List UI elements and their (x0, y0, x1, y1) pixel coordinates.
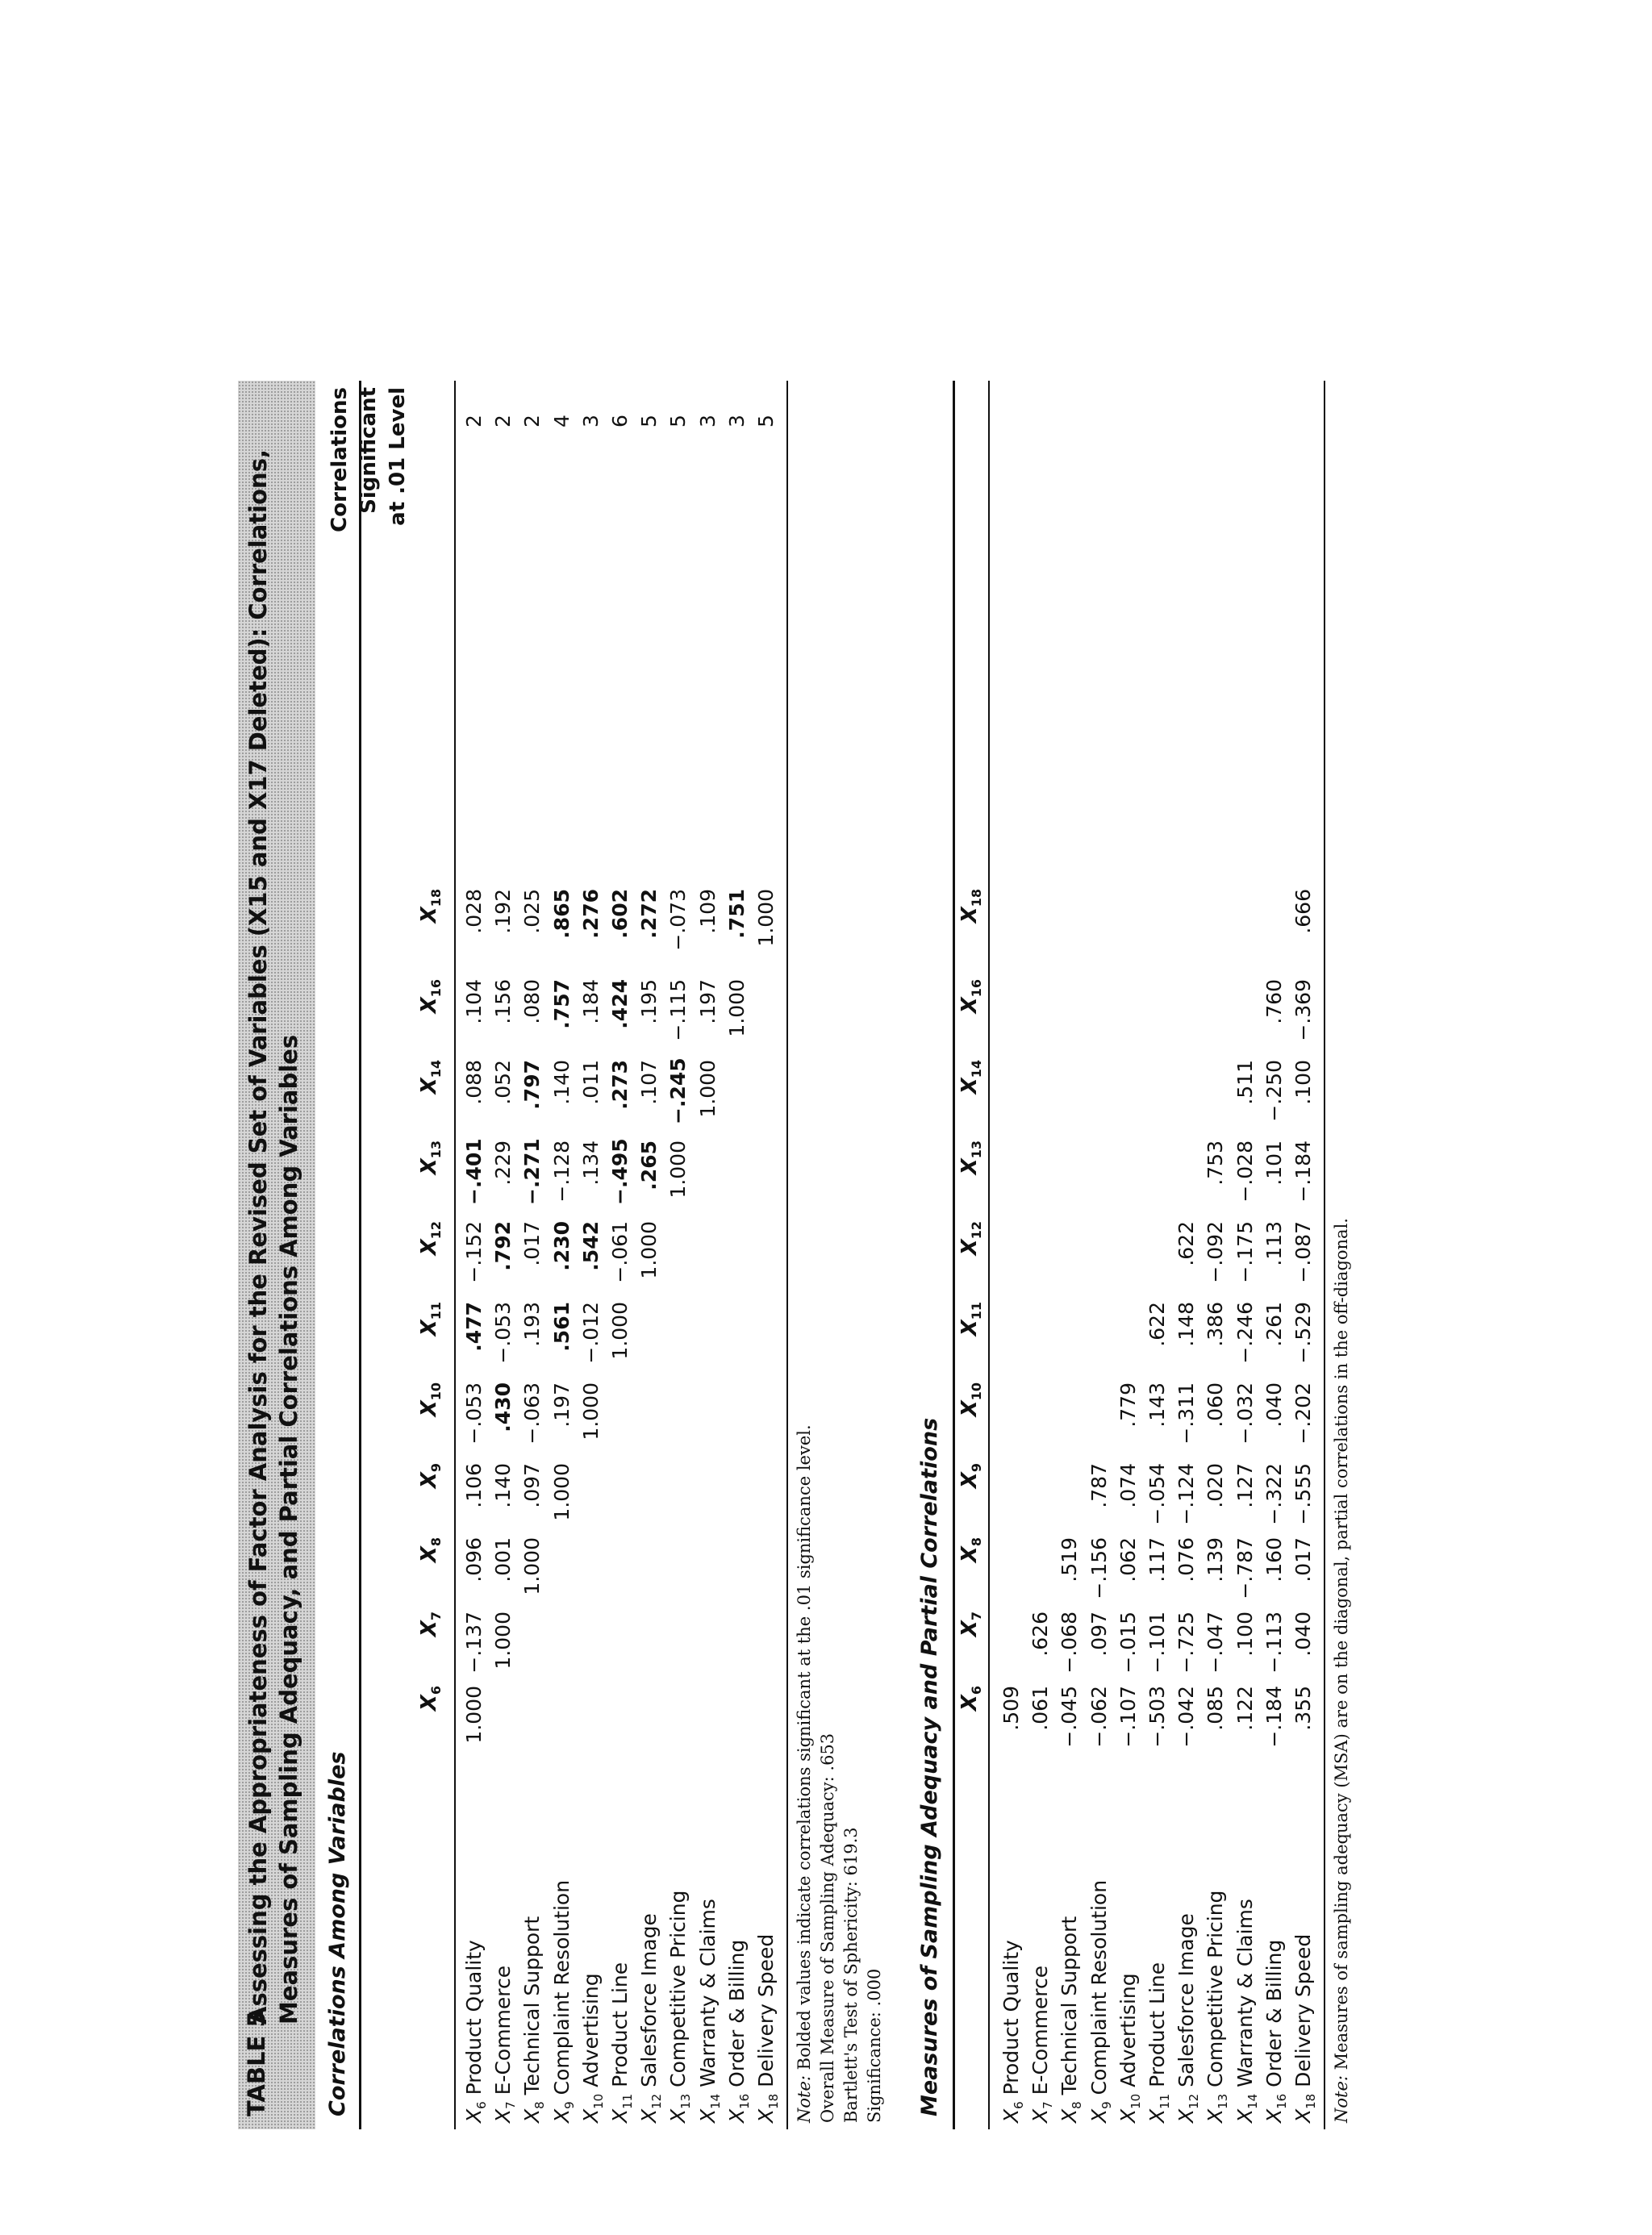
corr-row-label: $X_{10}$ Advertising (578, 1973, 606, 2123)
corr-header-x10: $X_{10}$ (417, 1382, 444, 1417)
corr-header-x12: $X_{12}$ (417, 1221, 444, 1256)
corr-cell-x10: −.053 (462, 1382, 486, 1445)
msa-cell-x9: −.054 (1145, 1463, 1169, 1525)
corr-row-label: $X_8$ Technical Support (520, 1916, 548, 2123)
msa-cell-x7: −.015 (1116, 1612, 1140, 1674)
correlations-note (793, 1424, 886, 2123)
msa-cell-x6: .355 (1291, 1686, 1315, 1731)
corr-cell-x13: −.495 (608, 1138, 632, 1205)
msa-cell-x16: .760 (1262, 979, 1286, 1024)
correlations-heading: Correlations Among Variables (325, 1751, 350, 2116)
note-bolded-text: Bolded values indicate correlations significant at the .01 significance level. (795, 1424, 814, 2070)
msa-cell-x16: −.369 (1291, 979, 1315, 1041)
msa-header-x7: $X_7$ (957, 1612, 985, 1637)
corr-significant-count: 3 (578, 415, 603, 427)
msa-header-x16: $X_{16}$ (957, 979, 985, 1014)
msa-cell-x11: .386 (1204, 1302, 1228, 1347)
msa-cell-x6: .509 (999, 1686, 1023, 1731)
msa-cell-x9: −.322 (1262, 1463, 1286, 1525)
corr-cell-x16: .195 (637, 979, 661, 1024)
corr-cell-x18: .272 (637, 889, 661, 939)
msa-cell-x9: .127 (1233, 1463, 1257, 1508)
msa-cell-x8: −.787 (1233, 1537, 1257, 1599)
corr-cell-x18: .751 (724, 889, 749, 939)
msa-cell-x6: −.045 (1058, 1686, 1082, 1748)
corr-cell-x12: .542 (578, 1221, 603, 1271)
corr-cell-x9: .097 (520, 1463, 544, 1508)
msa-header-x18: $X_{18}$ (957, 889, 985, 924)
significance-column-header (325, 387, 412, 573)
msa-cell-x11: .622 (1145, 1302, 1169, 1347)
corr-header-x14: $X_{14}$ (417, 1060, 444, 1095)
corr-cell-x16: .156 (491, 979, 515, 1024)
msa-cell-x12: .622 (1174, 1221, 1199, 1266)
corr-cell-x8: 1.000 (520, 1537, 544, 1595)
note-bolded-values: Note: Bolded values indicate correlations significant at the .01 significance level. (795, 1424, 814, 2123)
corr-row-label: $X_{11}$ Product Line (608, 1962, 635, 2123)
corr-header-x7: $X_7$ (417, 1612, 444, 1637)
corr-cell-x18: .865 (549, 889, 574, 939)
msa-cell-x11: −.529 (1291, 1302, 1315, 1364)
corr-cell-x12: .792 (491, 1221, 515, 1271)
msa-row-label: $X_7$ E-Commerce (1028, 1965, 1056, 2123)
corr-significant-count: 5 (637, 415, 661, 427)
msa-cell-x8: −.156 (1087, 1537, 1111, 1599)
corr-cell-x11: 1.000 (608, 1302, 632, 1360)
msa-cell-x14: −.250 (1262, 1060, 1286, 1122)
corr-cell-x18: 1.000 (754, 889, 778, 947)
msa-row-label: $X_{11}$ Product Line (1145, 1962, 1172, 2123)
msa-cell-x7: −.047 (1204, 1612, 1228, 1674)
msa-cell-x8: .017 (1291, 1537, 1315, 1582)
corr-significant-count: 4 (549, 415, 574, 427)
table-label: TABLE 5 (243, 2011, 270, 2116)
rotated-table-page (238, 381, 1367, 2129)
msa-header-x11: $X_{11}$ (957, 1302, 985, 1336)
note-significance: Significance: .000 (865, 1968, 884, 2123)
msa-cell-x9: −.555 (1291, 1463, 1315, 1525)
corr-cell-x14: .052 (491, 1060, 515, 1105)
msa-cell-x6: −.503 (1145, 1686, 1169, 1748)
msa-header-x13: $X_{13}$ (957, 1140, 985, 1175)
corr-cell-x12: .230 (549, 1221, 574, 1271)
msa-cell-x13: −.184 (1291, 1140, 1315, 1203)
corr-cell-x13: −.128 (549, 1140, 574, 1203)
msa-header-rule (988, 381, 990, 2129)
msa-cell-x13: .101 (1262, 1140, 1286, 1186)
msa-header-x12: $X_{12}$ (957, 1221, 985, 1256)
msa-row-label: $X_{12}$ Salesforce Image (1174, 1913, 1202, 2123)
msa-cell-x8: .117 (1145, 1537, 1169, 1582)
msa-cell-x6: .085 (1204, 1686, 1228, 1731)
msa-cell-x8: .160 (1262, 1537, 1286, 1582)
corr-cell-x12: −.152 (462, 1221, 486, 1283)
corr-cell-x8: .001 (491, 1537, 515, 1582)
corr-cell-x14: .140 (549, 1060, 574, 1105)
msa-cell-x10: −.311 (1174, 1382, 1199, 1445)
corr-cell-x14: .797 (520, 1060, 544, 1110)
correlations-top-rule (359, 381, 361, 2129)
corr-cell-x11: .193 (520, 1302, 544, 1347)
corr-cell-x13: −.271 (520, 1138, 544, 1205)
corr-cell-x16: .424 (608, 979, 632, 1029)
corr-header-x11: $X_{11}$ (417, 1302, 444, 1336)
corr-cell-x11: .561 (549, 1302, 574, 1352)
msa-row-label: $X_{14}$ Warranty & Claims (1233, 1899, 1260, 2123)
msa-header-x8: $X_8$ (957, 1537, 985, 1563)
msa-cell-x10: .060 (1204, 1382, 1228, 1428)
msa-cell-x12: −.087 (1291, 1221, 1315, 1283)
title-bar (238, 381, 315, 2129)
corr-cell-x18: .028 (462, 889, 486, 934)
corr-significant-count: 5 (666, 415, 690, 427)
corr-cell-x14: .011 (578, 1060, 603, 1105)
msa-cell-x13: −.028 (1233, 1140, 1257, 1203)
sig-header-line-1: Correlations (327, 387, 352, 532)
corr-cell-x18: .192 (491, 889, 515, 934)
msa-cell-x10: .779 (1116, 1382, 1140, 1428)
corr-cell-x14: .107 (637, 1060, 661, 1105)
corr-row-label: $X_{12}$ Salesforce Image (637, 1913, 665, 2123)
corr-cell-x14: −.245 (666, 1057, 690, 1124)
corr-cell-x12: 1.000 (637, 1221, 661, 1279)
corr-cell-x16: .757 (549, 979, 574, 1029)
corr-header-x6: $X_6$ (417, 1686, 444, 1712)
corr-cell-x18: .109 (695, 889, 720, 934)
sig-header-line-2: Significant (357, 387, 381, 514)
corr-cell-x13: .265 (637, 1140, 661, 1190)
msa-cell-x12: −.175 (1233, 1221, 1257, 1283)
msa-cell-x9: .020 (1204, 1463, 1228, 1508)
msa-row-label: $X_{10}$ Advertising (1116, 1973, 1143, 2123)
corr-header-x13: $X_{13}$ (417, 1140, 444, 1175)
corr-header-x16: $X_{16}$ (417, 979, 444, 1014)
msa-cell-x6: −.184 (1262, 1686, 1286, 1748)
title-line-2: Measures of Sampling Adequacy, and Partial Correlations Among Variables (275, 1034, 302, 2024)
msa-cell-x7: −.113 (1262, 1612, 1286, 1674)
corr-header-x8: $X_8$ (417, 1537, 444, 1563)
msa-cell-x6: .061 (1028, 1686, 1053, 1731)
msa-cell-x8: .139 (1204, 1537, 1228, 1582)
corr-significant-count: 2 (462, 415, 486, 427)
corr-cell-x16: .080 (520, 979, 544, 1024)
corr-row-label: $X_9$ Complaint Resolution (549, 1879, 577, 2123)
corr-cell-x14: .088 (462, 1060, 486, 1105)
msa-row-label: $X_{18}$ Delivery Speed (1291, 1933, 1318, 2123)
corr-cell-x13: −.401 (462, 1138, 486, 1205)
msa-cell-x13: .753 (1204, 1140, 1228, 1186)
corr-significant-count: 2 (520, 415, 544, 427)
corr-cell-x18: .602 (608, 889, 632, 939)
corr-cell-x12: −.061 (608, 1221, 632, 1283)
corr-cell-x10: −.063 (520, 1382, 544, 1445)
corr-cell-x9: .106 (462, 1463, 486, 1508)
corr-cell-x16: 1.000 (724, 979, 749, 1037)
corr-row-label: $X_{18}$ Delivery Speed (754, 1933, 781, 2123)
msa-cell-x14: .100 (1291, 1060, 1315, 1105)
corr-cell-x18: −.073 (666, 889, 690, 951)
corr-row-label: $X_7$ E-Commerce (491, 1965, 519, 2123)
msa-header-x10: $X_{10}$ (957, 1382, 985, 1417)
msa-cell-x7: .626 (1028, 1612, 1053, 1657)
msa-cell-x8: .076 (1174, 1537, 1199, 1582)
msa-bottom-rule (1324, 381, 1325, 2129)
corr-significant-count: 6 (608, 415, 632, 427)
msa-cell-x14: .511 (1233, 1060, 1257, 1105)
msa-cell-x10: .143 (1145, 1382, 1169, 1428)
msa-cell-x7: −.068 (1058, 1612, 1082, 1674)
correlations-header-rule (454, 381, 456, 2129)
corr-cell-x9: .140 (491, 1463, 515, 1508)
correlations-bottom-rule (786, 381, 788, 2129)
corr-row-label: $X_{16}$ Order & Billing (724, 1939, 752, 2123)
corr-header-x9: $X_9$ (417, 1463, 444, 1489)
corr-significant-count: 2 (491, 415, 515, 427)
corr-cell-x9: 1.000 (549, 1463, 574, 1521)
corr-cell-x16: .197 (695, 979, 720, 1024)
msa-cell-x9: .787 (1087, 1463, 1111, 1508)
msa-cell-x7: .100 (1233, 1612, 1257, 1657)
corr-cell-x16: .104 (462, 979, 486, 1024)
msa-note-text: Measures of sampling adequacy (MSA) are on the diagonal, partial correlations in the off-diagonal. (1332, 1218, 1351, 2070)
msa-cell-x11: .261 (1262, 1302, 1286, 1347)
corr-cell-x16: −.115 (666, 979, 690, 1041)
corr-cell-x10: .197 (549, 1382, 574, 1428)
corr-cell-x8: .096 (462, 1537, 486, 1582)
corr-cell-x7: 1.000 (491, 1612, 515, 1670)
title-line-1: Assessing the Appropriateness of Factor Analysis for the Revised Set of Variables (X15 and X17 Deleted): Correlations, (244, 449, 272, 2024)
msa-cell-x6: −.107 (1116, 1686, 1140, 1748)
msa-cell-x7: −.725 (1174, 1612, 1199, 1674)
corr-cell-x11: −.012 (578, 1302, 603, 1364)
msa-row-label: $X_9$ Complaint Resolution (1087, 1879, 1114, 2123)
corr-cell-x13: 1.000 (666, 1140, 690, 1199)
corr-cell-x7: −.137 (462, 1612, 486, 1674)
msa-cell-x18: .666 (1291, 889, 1315, 934)
msa-cell-x11: .148 (1174, 1302, 1199, 1347)
corr-cell-x10: 1.000 (578, 1382, 603, 1441)
msa-cell-x7: −.101 (1145, 1612, 1169, 1674)
corr-row-label: $X_{13}$ Competitive Pricing (666, 1890, 694, 2123)
corr-cell-x14: 1.000 (695, 1060, 720, 1118)
corr-cell-x18: .276 (578, 889, 603, 939)
corr-cell-x6: 1.000 (462, 1686, 486, 1744)
msa-row-label: $X_8$ Technical Support (1058, 1916, 1085, 2123)
corr-cell-x18: .025 (520, 889, 544, 934)
msa-cell-x9: .074 (1116, 1463, 1140, 1508)
corr-significant-count: 3 (724, 415, 749, 427)
corr-cell-x11: −.053 (491, 1302, 515, 1364)
corr-cell-x12: .017 (520, 1221, 544, 1266)
msa-cell-x10: −.202 (1291, 1382, 1315, 1445)
msa-note: Note: Measures of sampling adequacy (MSA) are on the diagonal, partial correlations in the off-diagonal. (1332, 1218, 1351, 2123)
msa-cell-x12: .113 (1262, 1221, 1286, 1266)
corr-cell-x10: .430 (491, 1382, 515, 1432)
msa-cell-x11: −.246 (1233, 1302, 1257, 1364)
note-bartlett: Bartlett's Test of Sphericity: 619.3 (841, 1827, 861, 2123)
msa-cell-x9: −.124 (1174, 1463, 1199, 1525)
msa-cell-x12: −.092 (1204, 1221, 1228, 1283)
corr-row-label: $X_{14}$ Warranty & Claims (695, 1899, 723, 2123)
corr-cell-x14: .273 (608, 1060, 632, 1110)
table-title (243, 419, 304, 2024)
msa-cell-x6: −.042 (1174, 1686, 1199, 1748)
msa-header-x14: $X_{14}$ (957, 1060, 985, 1095)
corr-cell-x11: .477 (462, 1302, 486, 1352)
msa-row-label: $X_{16}$ Order & Billing (1262, 1939, 1289, 2123)
msa-top-rule (953, 381, 955, 2129)
msa-cell-x7: .097 (1087, 1612, 1111, 1657)
msa-row-label: $X_{13}$ Competitive Pricing (1204, 1890, 1231, 2123)
corr-significant-count: 5 (754, 415, 778, 427)
msa-header-x6: $X_6$ (957, 1686, 985, 1712)
note-overall-msa: Overall Measure of Sampling Adequacy: .653 (818, 1733, 837, 2123)
corr-significant-count: 3 (695, 415, 720, 427)
msa-heading: Measures of Sampling Adequacy and Partial Correlations (917, 1417, 942, 2116)
msa-cell-x10: .040 (1262, 1382, 1286, 1428)
corr-cell-x16: .184 (578, 979, 603, 1024)
corr-cell-x13: .229 (491, 1140, 515, 1186)
msa-cell-x6: .122 (1233, 1686, 1257, 1731)
msa-cell-x6: −.062 (1087, 1686, 1111, 1748)
corr-cell-x13: .134 (578, 1140, 603, 1186)
corr-row-label: $X_6$ Product Quality (462, 1940, 489, 2123)
corr-header-x18: $X_{18}$ (417, 889, 444, 924)
msa-row-label: $X_6$ Product Quality (999, 1940, 1026, 2123)
msa-cell-x8: .062 (1116, 1537, 1140, 1582)
msa-header-x9: $X_9$ (957, 1463, 985, 1489)
sig-header-line-3: at .01 Level (386, 387, 410, 526)
msa-cell-x10: −.032 (1233, 1382, 1257, 1445)
msa-cell-x8: .519 (1058, 1537, 1082, 1582)
msa-cell-x7: .040 (1291, 1612, 1315, 1657)
